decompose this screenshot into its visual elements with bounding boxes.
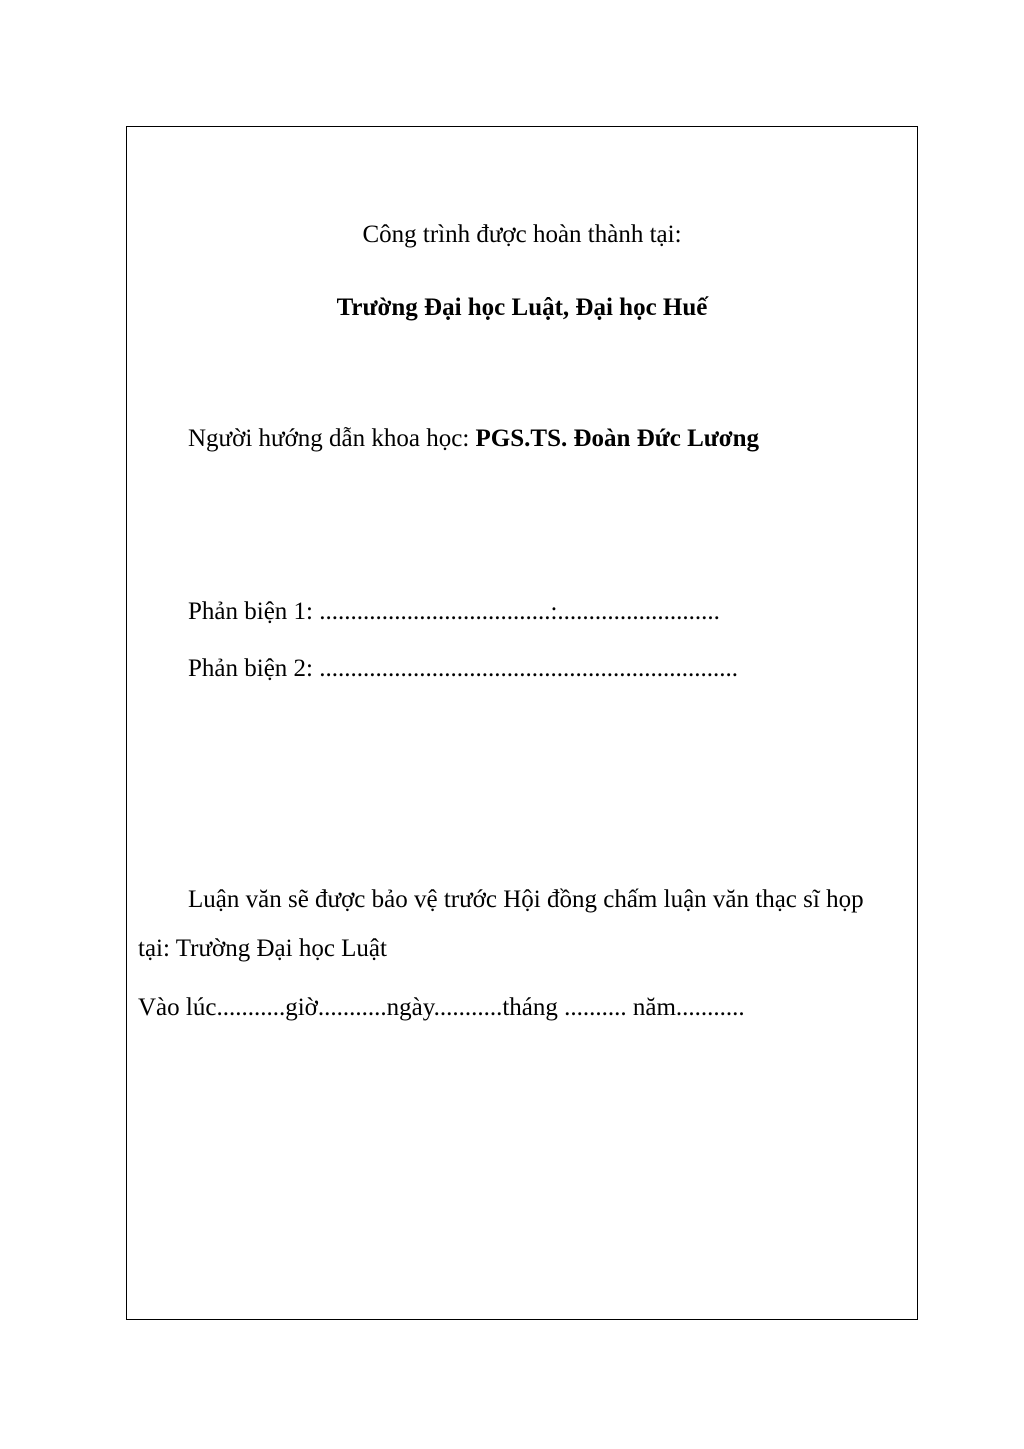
- defense-time-line: Vào lúc...........giờ...........ngày...........tháng .......... năm...........: [138, 994, 745, 1021]
- reviewer-2-line: Phản biện 2: ...................................................................: [188, 655, 738, 682]
- institution-name: Trường Đại học Luật, Đại học Huế: [336, 294, 708, 321]
- completed-at-label: Công trình được hoàn thành tại:: [362, 221, 682, 248]
- defense-statement-line-1: Luận văn sẽ được bảo vệ trước Hội đồng chấm luận văn thạc sĩ họp: [188, 886, 864, 913]
- reviewer-1-line: Phản biện 1: .....................................:..........................: [188, 598, 720, 625]
- supervisor-name: PGS.TS. Đoàn Đức Lương: [475, 425, 760, 452]
- supervisor-line: [188, 424, 759, 454]
- defense-statement-line-2: tại: Trường Đại học Luật: [138, 935, 387, 962]
- supervisor-label: Người hướng dẫn khoa học:: [188, 425, 476, 452]
